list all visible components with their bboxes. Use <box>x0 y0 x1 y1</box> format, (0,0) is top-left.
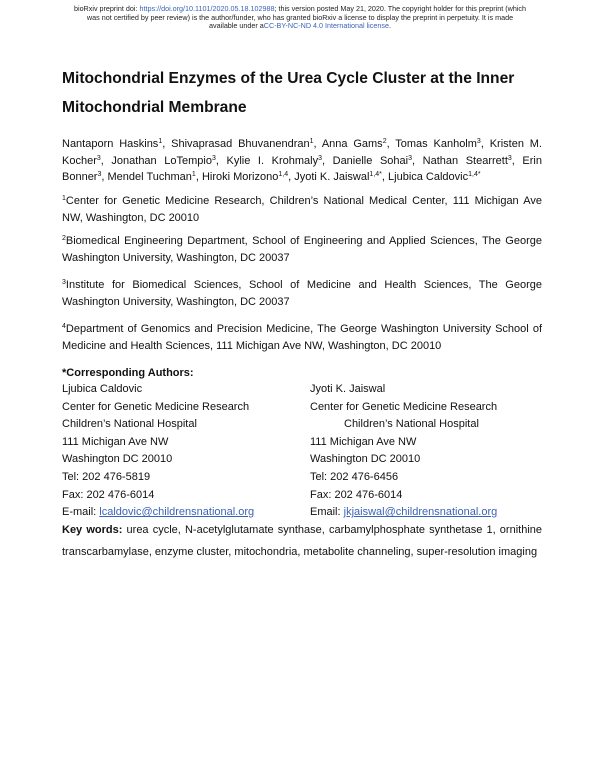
author-name: Kylie I. Krohmaly <box>226 154 319 167</box>
author-affiliation-marker: 3 <box>211 154 216 162</box>
contact-street: 111 Michigan Ave NW <box>310 435 417 448</box>
keywords <box>62 519 542 563</box>
author-affiliation-marker: 3 <box>476 138 481 145</box>
contact-jaiswal <box>310 381 550 522</box>
contact-hospital: Children’s National Hospital <box>62 418 197 431</box>
keywords-text: urea cycle, N-acetylglutamate synthase, carbamylphosphate synthetase 1, ornithine transcarbamylase, enzyme cluster, mitochondria, metabolite channeling, super-resolution imaging <box>62 524 543 558</box>
author-affiliation-marker: 3 <box>507 154 512 162</box>
author-name: Jyoti K. Jaiswal <box>294 171 370 183</box>
author-affiliation-marker: 3 <box>408 154 412 162</box>
affiliation-4: $^4$Department of Genomics and Precision Medicine, The George Washington University School of Medicine and Health Sciences, 111 Michigan Ave NW, Washington, DC 20010 <box>62 323 542 352</box>
author-affiliation-marker: 1,4 <box>278 171 289 178</box>
contact-fax: Fax: 202 476-6014 <box>310 488 403 501</box>
author-affiliation-marker: 3 <box>96 154 101 162</box>
notice-line-2: was not certified by peer review) is the author/funder, who has granted bioRxiv a license to display the preprint in perpetuity. It is made <box>86 12 514 22</box>
author-affiliation-marker: 1 <box>158 138 163 145</box>
author-name: Hiroki Morizono <box>201 171 279 183</box>
email-link-jaiswal[interactable]: jkjaiswal@childrensnational.org <box>343 506 498 519</box>
paper-title: Mitochondrial Enzymes of the Urea Cycle Cluster at the Inner Mitochondrial Membrane <box>62 70 515 116</box>
contact-email-row: Email: jkjaiswal@childrensnational.org <box>310 506 498 519</box>
notice-line-1: bioRxiv preprint doi: https://doi.org/10.1101/2020.05.18.102988; this version posted May 21, 2020. The copyright holder for this preprint (which <box>73 4 527 13</box>
affiliation-3: $^3$Institute for Biomedical Sciences, School of Medicine and Health Sciences, The George Washington University, Washington, DC 20037 <box>62 279 542 308</box>
contact-name: Ljubica Caldovic <box>62 383 143 395</box>
preprint-notice <box>48 5 552 31</box>
author-affiliation-marker: 1,4* <box>468 171 481 178</box>
corresponding-authors-heading: *Corresponding Authors: <box>62 367 194 379</box>
author-name: Nantaporn Haskins <box>62 138 159 150</box>
doi-link[interactable]: https://doi.org/10.1101/2020.05.18.102988 <box>139 4 275 13</box>
author-name: Anna Gams <box>321 138 383 150</box>
contact-org: Center for Genetic Medicine Research <box>62 400 250 413</box>
contact-caldovic <box>62 381 302 522</box>
email-link-caldovic[interactable]: lcaldovic@childrensnational.org <box>99 506 255 519</box>
license-link[interactable]: CC-BY-NC-ND 4.0 International license <box>263 21 389 31</box>
contact-city: Washington DC 20010 <box>310 453 421 466</box>
contact-city: Washington DC 20010 <box>62 453 173 466</box>
contact-org: Center for Genetic Medicine Research <box>310 400 498 413</box>
contact-name: Jyoti K. Jaiswal <box>310 383 386 395</box>
contact-tel: Tel: 202 476-6456 <box>310 470 399 483</box>
contact-email-row: E-mail: lcaldovic@childrensnational.org <box>62 506 255 519</box>
author-affiliation-marker: 1,4* <box>369 171 382 178</box>
author-name: Ljubica Caldovic <box>388 171 469 183</box>
notice-line-3: available under aCC-BY-NC-ND 4.0 International license. <box>209 21 391 31</box>
affiliation-2: $^2$Biomedical Engineering Department, School of Engineering and Applied Sciences, The George Washington University, Washington, DC 20037 <box>62 235 542 264</box>
contact-street: 111 Michigan Ave NW <box>62 435 169 448</box>
contact-hospital: Children’s National Hospital <box>344 418 479 431</box>
author-affiliation-marker: 2 <box>382 138 387 145</box>
author-name: Shivaprasad Bhuvanendran <box>171 138 310 150</box>
contact-fax: Fax: 202 476-6014 <box>62 488 155 501</box>
author-affiliation-marker: 3 <box>318 154 322 162</box>
author-name: Danielle Sohai <box>332 154 409 167</box>
author-name: Kristen M. Kocher <box>62 138 542 167</box>
author-name: Mendel Tuchman <box>107 171 192 183</box>
author-affiliation-marker: 3 <box>97 171 102 178</box>
author-name: Jonathan LoTempio <box>111 154 212 167</box>
author-name: Tomas Kanholm <box>395 138 477 150</box>
author-affiliation-marker: 1 <box>309 138 314 145</box>
author-affiliation-marker: 1 <box>191 171 196 178</box>
author-name: Nathan Stearrett <box>422 154 508 167</box>
keywords-label: Key words: <box>62 524 123 536</box>
affiliation-1: $^1$Center for Genetic Medicine Research, Children’s National Medical Center, 111 Michigan Ave NW, Washington, DC 20010 <box>62 195 542 224</box>
author-list: Nantaporn Haskins$^1$, Shivaprasad Bhuvanendran$^1$, Anna Gams$^2$, Tomas Kanholm$^3$, Kristen M. Kocher$^3$, Jonathan LoTempio$^3$, Kylie I. Krohmaly$^3$, Danielle Sohai$^3$, Nathan Stearrett$^3$, Erin Bonner$^3$, Mendel Tuchman$^1$, Hiroki Morizono$^{1,4}$, Jyoti K. Jaiswal$^{1,4*}$, Ljubica Caldovic$^{1,4*}$ <box>62 138 542 183</box>
contact-tel: Tel: 202 476-5819 <box>62 470 151 483</box>
author-name: Erin Bonner <box>62 154 542 183</box>
